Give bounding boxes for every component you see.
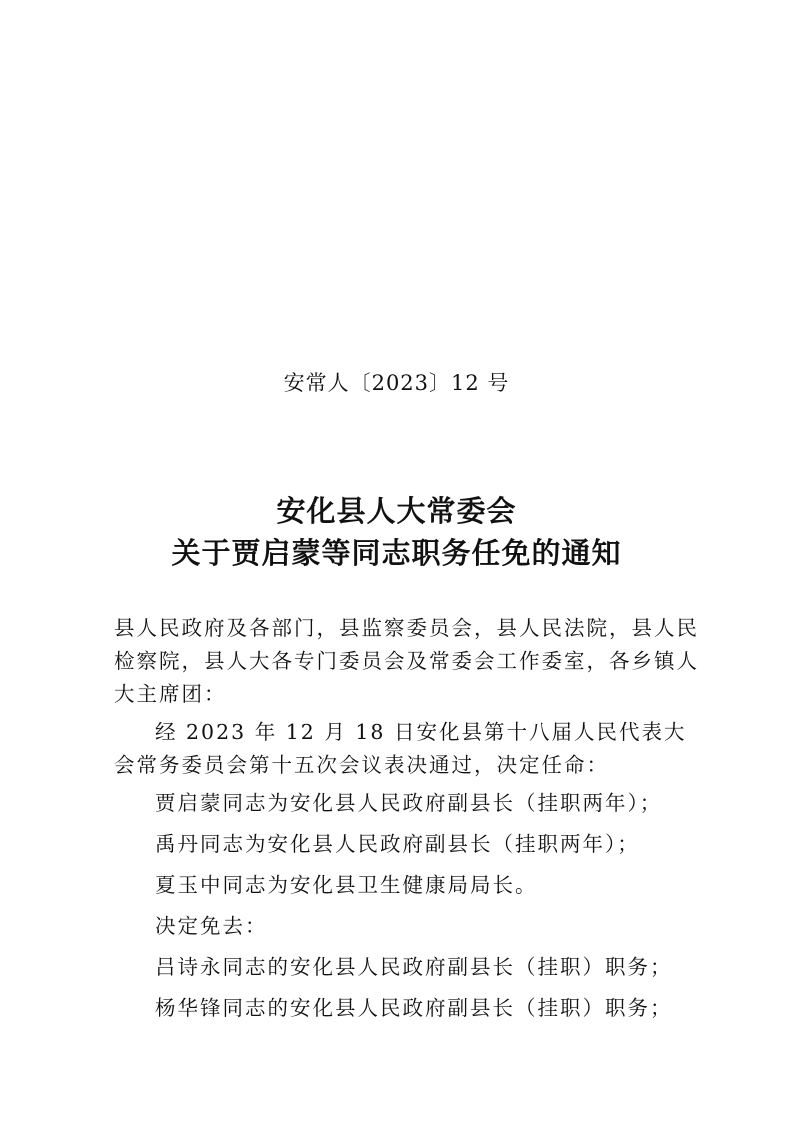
- removal-heading: 决定免去：: [155, 914, 268, 938]
- appointment-item: 夏玉中同志为安化县卫生健康局局长。: [155, 873, 538, 897]
- appointment-item: 贾启蒙同志为安化县人民政府副县长（挂职两年）；: [155, 791, 663, 815]
- title-line-2: 关于贾启蒙等同志职务任免的通知: [171, 536, 622, 570]
- title-line-1: 安化县人大常委会: [276, 494, 517, 528]
- appointment-item: 禹丹同志为安化县人民政府副县长（挂职两年）；: [155, 832, 640, 856]
- intro-paragraph: 经 2023 年 12 月 18 日安化县第十八届人民代表大会常务委员会第十五次会议表决通过，决定任命：: [114, 720, 687, 777]
- removal-item: 杨华锋同志的安化县人民政府副县长（挂职）职务；: [155, 996, 673, 1020]
- document-body: [114, 612, 704, 1025]
- document-number: 安常人〔2023〕12 号: [283, 371, 510, 395]
- document-title: [0, 490, 793, 574]
- removal-item: 吕诗永同志的安化县人民政府副县长（挂职）职务；: [155, 955, 673, 979]
- recipients-paragraph: 县人民政府及各部门，县监察委员会，县人民法院，县人民检察院，县人大各专门委员会及常委会工作委室，各乡镇人大主席团：: [114, 616, 699, 706]
